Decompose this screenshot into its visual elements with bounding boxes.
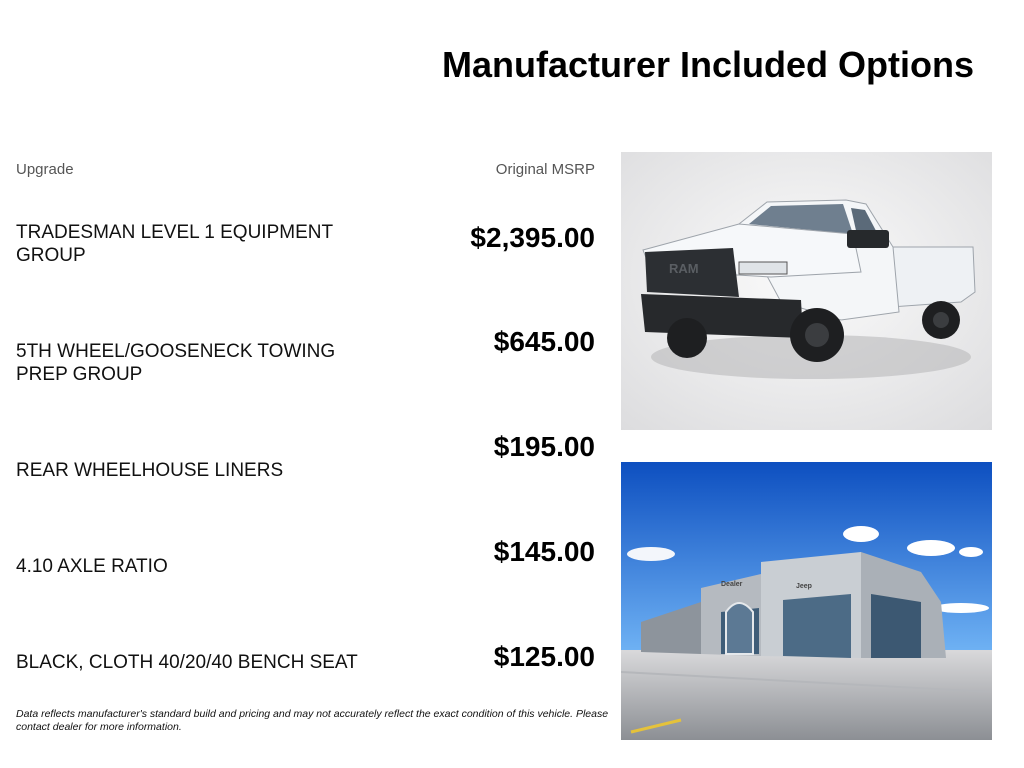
msrp-column-header: Original MSRP [495, 161, 595, 178]
option-price: $2,395.00 [470, 222, 595, 253]
dealership-photo [621, 462, 992, 740]
option-price: $645.00 [493, 326, 595, 357]
option-name: 5TH WHEEL/GOOSENECK TOWING PREP GROUP [16, 341, 336, 385]
page-title: Manufacturer Included Options [442, 44, 975, 85]
jeep-sign: Jeep [796, 583, 812, 590]
disclaimer: Data reflects manufacturer's standard build and pricing and may not accurately reflect the exact condition of this vehicle. Please contact dealer for more information. [16, 708, 609, 733]
option-name: BLACK, CLOTH 40/20/40 BENCH SEAT [16, 652, 358, 673]
option-price: $195.00 [493, 431, 595, 462]
svg-text:RAM: RAM [669, 261, 699, 276]
dealer-sign: Dealer [721, 581, 743, 588]
option-price: $125.00 [493, 641, 595, 672]
option-price: $145.00 [493, 536, 595, 567]
option-name: TRADESMAN LEVEL 1 EQUIPMENT GROUP [16, 222, 333, 266]
option-name: 4.10 AXLE RATIO [16, 556, 168, 577]
option-name: REAR WHEELHOUSE LINERS [16, 460, 284, 481]
truck-photo [621, 152, 992, 430]
upgrade-column-header: Upgrade [16, 161, 74, 178]
